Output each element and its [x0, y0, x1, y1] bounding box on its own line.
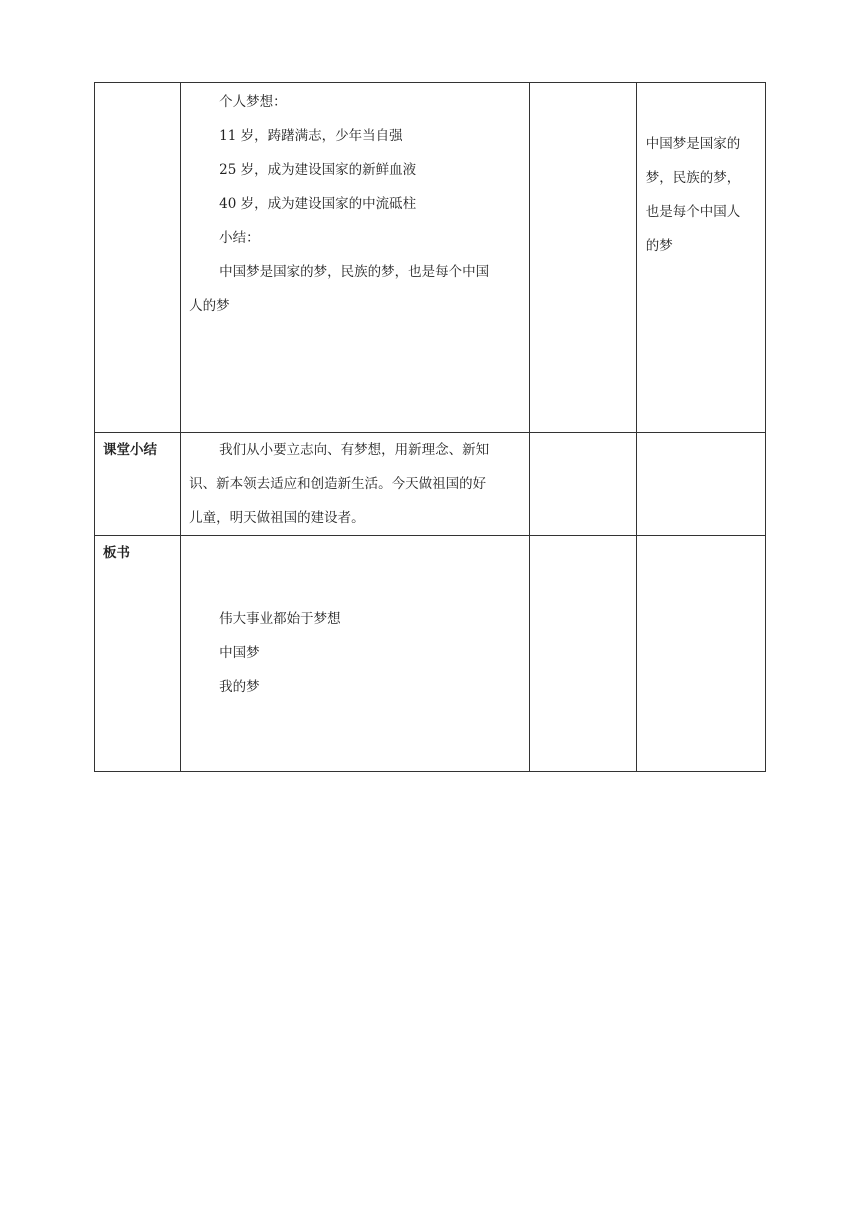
table-row-board [95, 536, 766, 772]
table-row-class-summary [95, 433, 766, 536]
class-summary-line: 识、新本领去适应和创造新生活。今天做祖国的好 [189, 476, 487, 492]
class-summary-content-cell [181, 433, 530, 536]
side-note-cell [636, 83, 765, 433]
dream-summary-line: 人的梦 [189, 298, 230, 314]
dream-line: 25 岁，成为建设国家的新鲜血液 [219, 162, 417, 178]
side-note-line: 的梦 [645, 238, 673, 254]
row-label-cell [95, 83, 181, 433]
empty-cell [529, 433, 636, 536]
empty-cell [636, 536, 765, 772]
board-line: 中国梦 [219, 645, 260, 661]
row-label-cell [95, 536, 181, 772]
dream-line: 小结： [219, 230, 260, 246]
side-note-line: 中国梦是国家的 [645, 136, 741, 152]
dream-content-cell [181, 83, 530, 433]
empty-cell [529, 83, 636, 433]
row-label-cell [95, 433, 181, 536]
class-summary-label: 课堂小结 [103, 442, 157, 458]
board-content-cell [181, 536, 530, 772]
class-summary-line: 我们从小要立志向、有梦想，用新理念、新知 [219, 442, 490, 458]
dream-line: 40 岁，成为建设国家的中流砥柱 [219, 196, 417, 212]
board-label: 板书 [103, 545, 130, 561]
side-note-line: 梦，民族的梦， [645, 170, 741, 186]
board-line: 我的梦 [219, 679, 260, 695]
class-summary-line: 儿童，明天做祖国的建设者。 [189, 510, 365, 526]
board-line: 伟大事业都始于梦想 [219, 611, 341, 627]
dream-line: 个人梦想： [219, 94, 287, 110]
empty-cell [636, 433, 765, 536]
dream-line: 11 岁，踌躇满志，少年当自强 [219, 128, 403, 144]
table-row-dream [95, 83, 766, 433]
dream-summary-line: 中国梦是国家的梦，民族的梦，也是每个中国 [219, 264, 490, 280]
empty-cell [529, 536, 636, 772]
side-note-line: 也是每个中国人 [645, 204, 741, 220]
lesson-plan-table [94, 82, 766, 772]
